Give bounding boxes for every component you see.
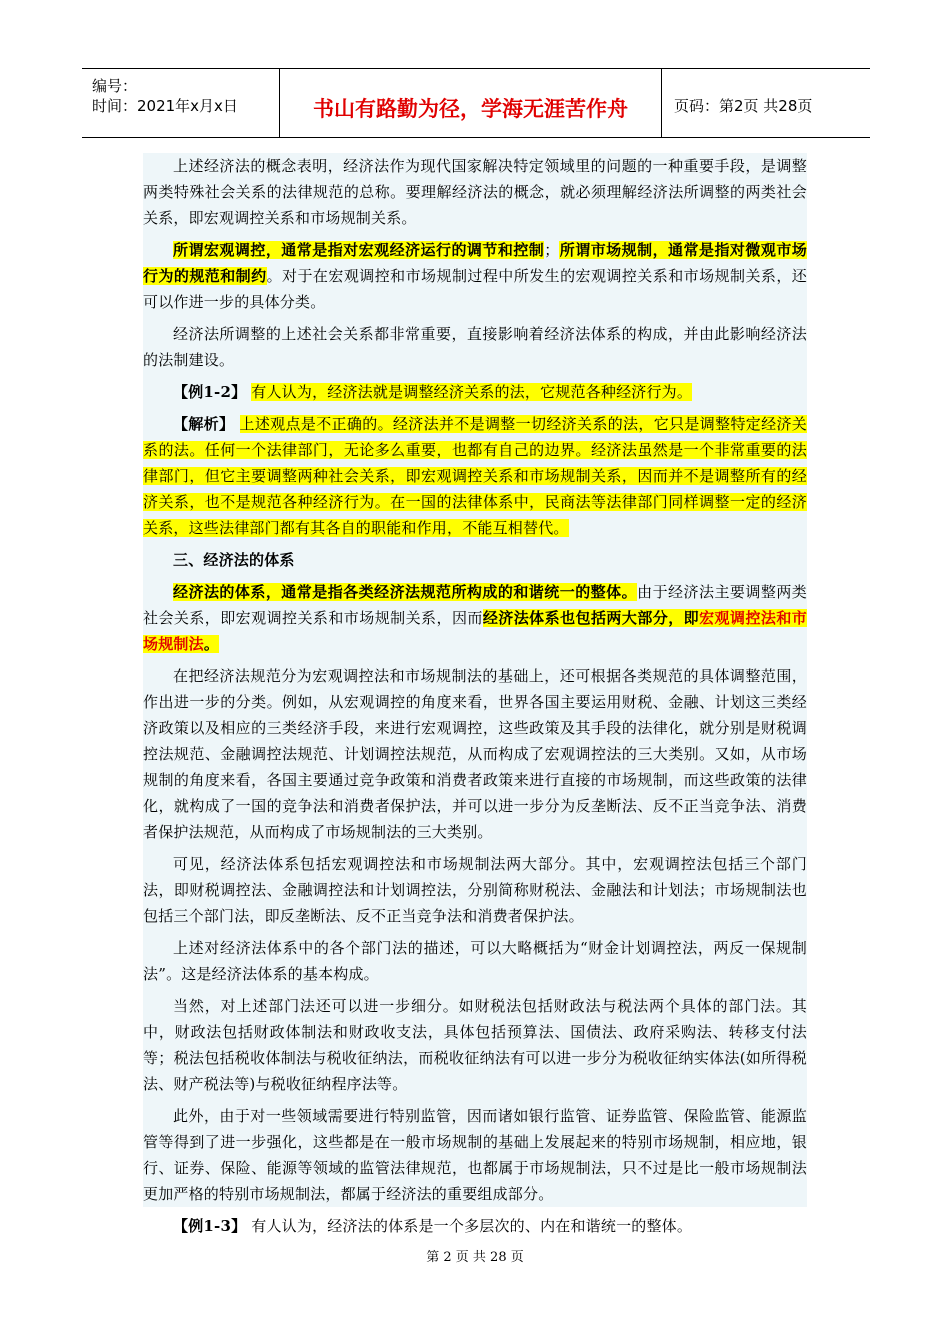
example-1-3-text: 有人认为，经济法的体系是一个多层次的、内在和谐统一的整体。 — [251, 1217, 693, 1235]
paragraph-system-definition — [143, 579, 807, 663]
system-definition: 经济法的体系，通常是指各类经济法规范所构成的和谐统一的整体。 — [173, 583, 638, 601]
paragraph-definitions — [143, 237, 807, 321]
number-label: 编号： — [92, 77, 138, 95]
paragraph-classification: 在把经济法规范分为宏观调控法和市场规制法的基础上，还可根据各类规范的具体调整范围，作出进一步的分类。例如，从宏观调控的角度来看，世界各国主要运用财税、金融、计划这三类经济政策以及相应的三类经济手段，来进行宏观调控，这些政策及其手段的法律化，就分别是财税调控法规范、金融调控法规范、计划调控法规范，从而构成了宏观调控法的三大类别。又如，从市场规制的角度来看，各国主要通过竞争政策和消费者政策来进行直接的市场规制，而这些政策的法律化，就构成了一国的竞争法和消费者保护法，并可以进一步分为反垄断法、反不正当竞争法、消费者保护法规范，从而构成了市场规制法的三大类别。 — [143, 667, 807, 841]
time-label: 时间：2021年x月x日 — [92, 97, 238, 115]
analysis — [143, 411, 807, 547]
system-parts-end: 。 — [203, 635, 220, 653]
definitions-rest: 。对于在宏观调控和市场规制过程中所发生的宏观调控关系和市场规制关系，还可以作进一步的具体分类。 — [143, 267, 807, 311]
page-header — [82, 68, 870, 138]
page-info: 页码：第2页 共28页 — [674, 97, 813, 115]
example-1-3 — [143, 1213, 807, 1245]
header-page-cell — [662, 69, 870, 137]
system-parts-lead: 经济法体系也包括两大部分，即 — [482, 609, 700, 627]
analysis-label: 【解析】 — [173, 415, 235, 433]
paragraph-special-regulation: 此外，由于对一些领域需要进行特别监管，因而诸如银行监管、证券监管、保险监管、能源监管等得到了进一步强化，这些都是在一般市场规制的基础上发展起来的特别市场规制，相应地，银行、证券、保险、能源等领域的监管法律规范，也都属于市场规制法，只不过是比一般市场规制法更加严格的特别市场规制法，都属于经济法的重要组成部分。 — [143, 1107, 807, 1203]
market-regulation-definition: 所谓市场规制，通常是指对微观市场行为的规范和制约 — [143, 241, 807, 285]
paragraph-summary: 可见，经济法体系包括宏观调控法和市场规制法两大部分。其中，宏观调控法包括三个部门法，即财税调控法、金融调控法和计划调控法，分别简称财税法、金融法和计划法；市场规制法也包括三个部门法，即反垄断法、反不正当竞争法和消费者保护法。 — [143, 855, 807, 925]
example-1-2 — [143, 379, 807, 411]
header-motto-cell — [280, 69, 662, 137]
motto: 书山有路勤为径，学海无涯苦作舟 — [313, 97, 628, 121]
paragraph-subdivision: 当然，对上述部门法还可以进一步细分。如财税法包括财政法与税法两个具体的部门法。其中，财政法包括财政体制法和财政收支法，具体包括预算法、国债法、政府采购法、转移支付法等；税法包括税收体制法与税收征纳法，而税收征纳法有可以进一步分为税收征纳实体法(如所得税法、财产税法等)与税收征纳程序法等。 — [143, 997, 807, 1093]
macro-control-definition: 所谓宏观调控，通常是指对宏观经济运行的调节和控制 — [173, 241, 545, 259]
definition-separator: ； — [544, 241, 560, 259]
example-1-3-label: 【例1-3】 — [173, 1217, 247, 1235]
analysis-text: 上述观点是不正确的。经济法并不是调整一切经济关系的法，它只是调整特定经济关系的法。任何一个法律部门，无论多么重要，也都有自己的边界。经济法虽然是一个非常重要的法律部门，但它主要调整两种社会关系，即宏观调控关系和市场规制关系，因而并不是调整所有的经济关系，也不是规范各种经济行为。在一国的法律体系中，民商法等法律部门同样调整一定的经济关系，这些法律部门都有其各自的职能和作用，不能互相替代。 — [143, 415, 808, 537]
paragraph-importance: 经济法所调整的上述社会关系都非常重要，直接影响着经济法体系的构成，并由此影响经济法的法制建设。 — [143, 325, 807, 369]
example-1-2-text: 有人认为，经济法就是调整经济关系的法，它规范各种经济行为。 — [251, 383, 693, 401]
system-explanation: 由于经济法主要调整两类社会关系，即宏观调控关系和市场规制关系，因而 — [143, 583, 807, 627]
example-1-2-label: 【例1-2】 — [173, 383, 247, 401]
paragraph-slogan: 上述对经济法体系中的各个部门法的描述，可以大略概括为“财金计划调控法，两反一保规制法”。这是经济法体系的基本构成。 — [143, 939, 807, 983]
paragraph-concept: 上述经济法的概念表明，经济法作为现代国家解决特定领域里的问题的一种重要手段，是调整两类特殊社会关系的法律规范的总称。要理解经济法的概念，就必须理解经济法所调整的两类社会关系，即宏观调控关系和市场规制关系。 — [143, 157, 807, 227]
header-meta-cell — [82, 69, 280, 137]
section-heading: 三、经济法的体系 — [173, 551, 295, 569]
page-footer: 第 2 页 共 28 页 — [426, 1250, 524, 1265]
system-parts: 宏观调控法和市场规制法 — [143, 609, 807, 653]
document-body — [143, 153, 808, 1235]
